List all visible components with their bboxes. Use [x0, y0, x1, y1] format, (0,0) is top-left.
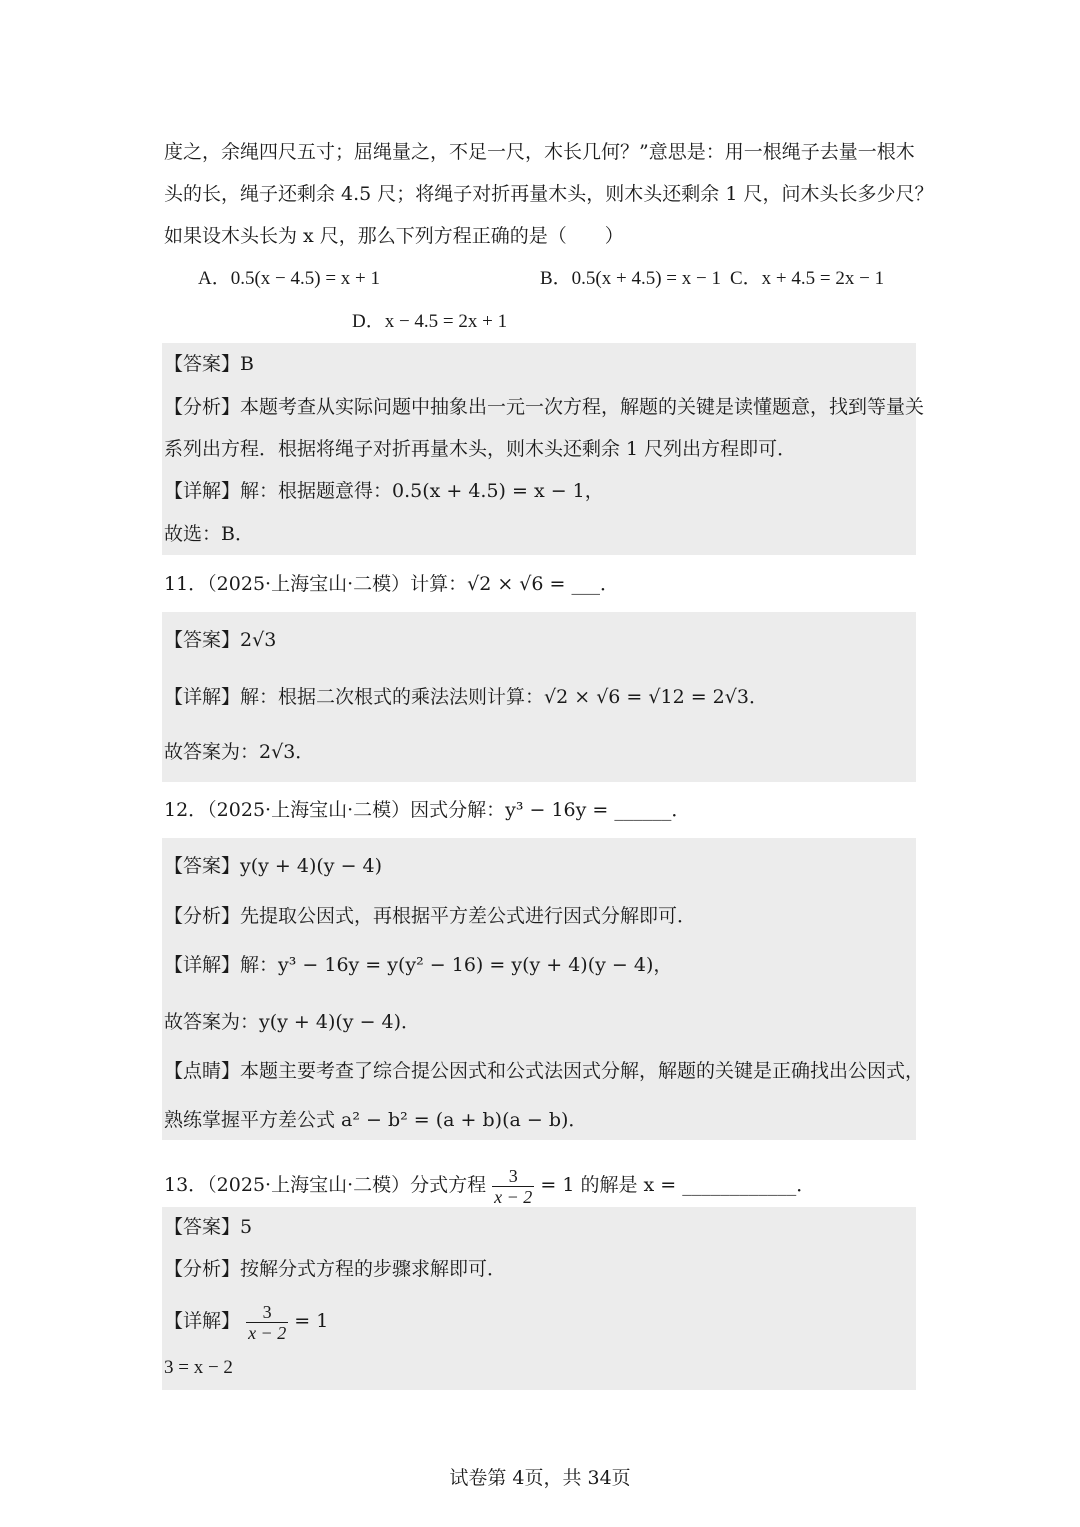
- q13-step-1: 3 = x − 2: [164, 1357, 233, 1378]
- q10-stem-line-2: 头的长，绳子还剩余 4.5 尺；将绳子对折再量木头，则木头还剩余 1 尺，问木头长多少尺？: [164, 183, 934, 205]
- page-footer: 试卷第 4页，共 34页: [449, 1467, 631, 1489]
- q13-detail-suffix: = 1: [294, 1310, 329, 1332]
- q10-stem-line-1: 度之，余绳四尺五寸；屈绳量之，不足一尺，木长几何？”意思是：用一根绳子去量一根木: [164, 141, 915, 163]
- q12-answer: 【答案】y(y + 4)(y − 4): [164, 855, 383, 877]
- q13-fraction-numerator: 3: [508, 1165, 518, 1186]
- q13-detail: [164, 1298, 328, 1344]
- q13-stem-prefix: 13．（2025·上海宝山·二模）分式方程: [164, 1174, 487, 1196]
- q10-option-a: A．0.5(x − 4.5) = x + 1: [198, 268, 381, 289]
- q10-option-b: B．0.5(x + 4.5) = x − 1: [540, 268, 721, 289]
- q13-detail-fraction: [246, 1302, 288, 1343]
- q10-option-c: C．x + 4.5 = 2x − 1: [730, 268, 885, 289]
- q12-stem: 12．（2025·上海宝山·二模）因式分解：y³ − 16y = ______．: [164, 799, 691, 821]
- q13-stem: [164, 1162, 815, 1208]
- q13-detail-label: 【详解】: [164, 1310, 241, 1332]
- q12-comment-line-1: 【点睛】本题主要考查了综合提公因式和公式法因式分解，解题的关键是正确找出公因式，: [164, 1060, 925, 1082]
- q13-analysis: 【分析】按解分式方程的步骤求解即可．: [164, 1258, 507, 1280]
- q11-answer: 【答案】2√3: [164, 629, 277, 651]
- q12-analysis: 【分析】先提取公因式，再根据平方差公式进行因式分解即可．: [164, 905, 697, 927]
- q12-conclusion: 故答案为：y(y + 4)(y − 4)．: [164, 1011, 421, 1033]
- q10-analysis-line-2: 系列出方程．根据将绳子对折再量木头，则木头还剩余 1 尺列出方程即可．: [164, 438, 797, 460]
- q10-stem-line-3: 如果设木头长为 x 尺，那么下列方程正确的是（ ）: [164, 225, 624, 247]
- q13-fraction-denominator: x − 2: [494, 1186, 533, 1207]
- q13-fraction: [492, 1166, 534, 1207]
- q10-answer: 【答案】B: [164, 353, 254, 375]
- q13-stem-suffix: = 1 的解是 x = ____________．: [540, 1174, 816, 1196]
- q13-answer: 【答案】5: [164, 1216, 253, 1238]
- q11-conclusion: 故答案为：2√3．: [164, 741, 315, 763]
- q11-stem: 11．（2025·上海宝山·二模）计算：√2 × √6 = ___．: [164, 573, 619, 595]
- q13-detail-fraction-denominator: x − 2: [248, 1322, 287, 1343]
- q10-detail: 【详解】解：根据题意得：0.5(x + 4.5) = x − 1，: [164, 480, 604, 502]
- q12-detail: 【详解】解：y³ − 16y = y(y² − 16) = y(y + 4)(y − 4)，: [164, 954, 673, 976]
- q10-conclusion: 故选：B．: [164, 523, 254, 545]
- q13-detail-fraction-numerator: 3: [262, 1301, 272, 1322]
- q12-solution-box: [162, 838, 916, 1140]
- q10-analysis-line-1: 【分析】本题考查从实际问题中抽象出一元一次方程，解题的关键是读懂题意，找到等量关: [164, 396, 925, 418]
- q12-comment-line-2: 熟练掌握平方差公式 a² − b² = (a + b)(a − b)．: [164, 1109, 588, 1131]
- q11-detail: 【详解】解：根据二次根式的乘法法则计算：√2 × √6 = √12 = 2√3．: [164, 686, 768, 708]
- q10-option-d: D．x − 4.5 = 2x + 1: [352, 311, 508, 332]
